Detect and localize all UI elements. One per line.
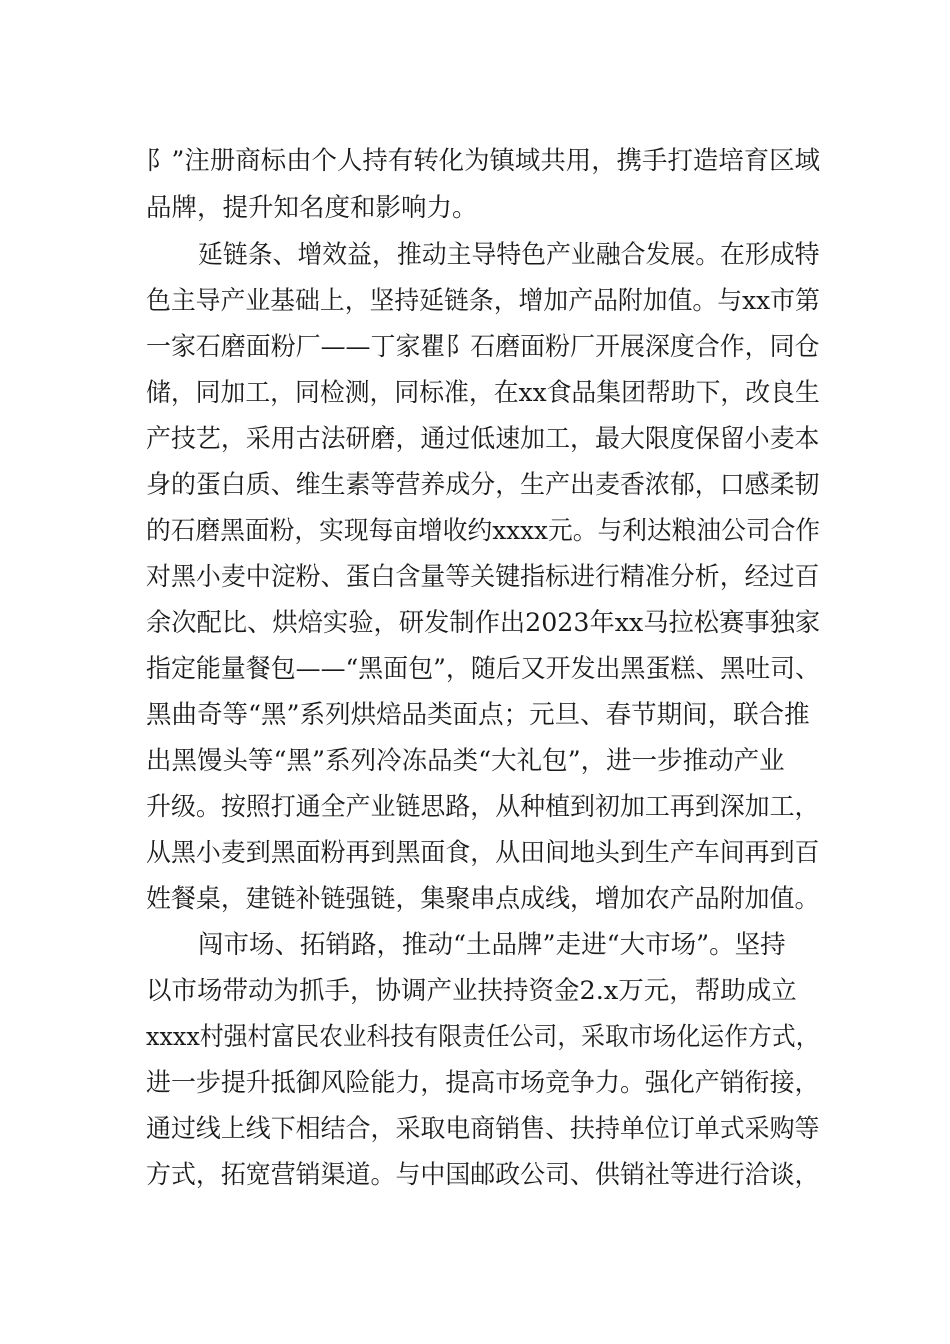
text-line: 余次配比、烘焙实验，研发制作出2023年xx马拉松赛事独家: [146, 608, 821, 638]
text-line: 阝”注册商标由个人持有转化为镇域共用，携手打造培育区域: [146, 146, 821, 176]
text-line: 身的蛋白质、维生素等营养成分，生产出麦香浓郁，口感柔韧: [146, 470, 820, 500]
text-line: 一家石磨面粉厂——丁家瞿阝石磨面粉厂开展深度合作，同仓: [146, 332, 820, 362]
text-line: 产技艺，采用古法研磨，通过低速加工，最大限度保留小麦本: [146, 424, 820, 454]
text-line: 出黑馒头等“黑”系列冷冻品类“大礼包”，进一步推动产业: [146, 746, 785, 776]
text-line: 品牌，提升知名度和影响力。: [146, 193, 478, 223]
text-line: 储，同加工，同检测，同标准，在xx食品集团帮助下，改良生: [146, 378, 820, 408]
text-line: 通过线上线下相结合，采取电商销售、扶持单位订单式采购等: [146, 1114, 820, 1144]
text-line: 黑曲奇等“黑”系列烘焙品类面点；元旦、春节期间，联合推: [146, 700, 810, 730]
text-line: 方式，拓宽营销渠道。与中国邮政公司、供销社等进行洽谈，: [146, 1160, 820, 1190]
text-line: 进一步提升抵御风险能力，提高市场竞争力。强化产销衔接，: [146, 1068, 820, 1098]
text-line: 姓餐桌，建链补链强链，集聚串点成线，增加农产品附加值。: [146, 884, 820, 914]
text-line: 色主导产业基础上，坚持延链条，增加产品附加值。与xx市第: [146, 286, 820, 316]
text-line: 的石磨黑面粉，实现每亩增收约xxxx元。与利达粮油公司合作: [146, 516, 821, 546]
text-line: 从黑小麦到黑面粉再到黑面食，从田间地头到生产车间再到百: [146, 838, 820, 868]
paragraph-start-line: 闯市场、拓销路，推动“土品牌”走进“大市场”。坚持: [198, 930, 786, 960]
paragraph-start-line: 延链条、增效益，推动主导特色产业融合发展。在形成特: [198, 240, 820, 270]
text-line: 以市场带动为抓手，协调产业扶持资金2.x万元，帮助成立: [146, 976, 797, 1006]
text-line: 指定能量餐包——“黑面包”，随后又开发出黑蛋糕、黑吐司、: [146, 654, 821, 684]
text-line: 对黑小麦中淀粉、蛋白含量等关键指标进行精准分析，经过百: [146, 562, 820, 592]
text-line: xxxx村强村富民农业科技有限责任公司，采取市场化运作方式，: [146, 1022, 820, 1052]
text-line: 升级。按照打通全产业链思路，从种植到初加工再到深加工，: [146, 792, 820, 822]
